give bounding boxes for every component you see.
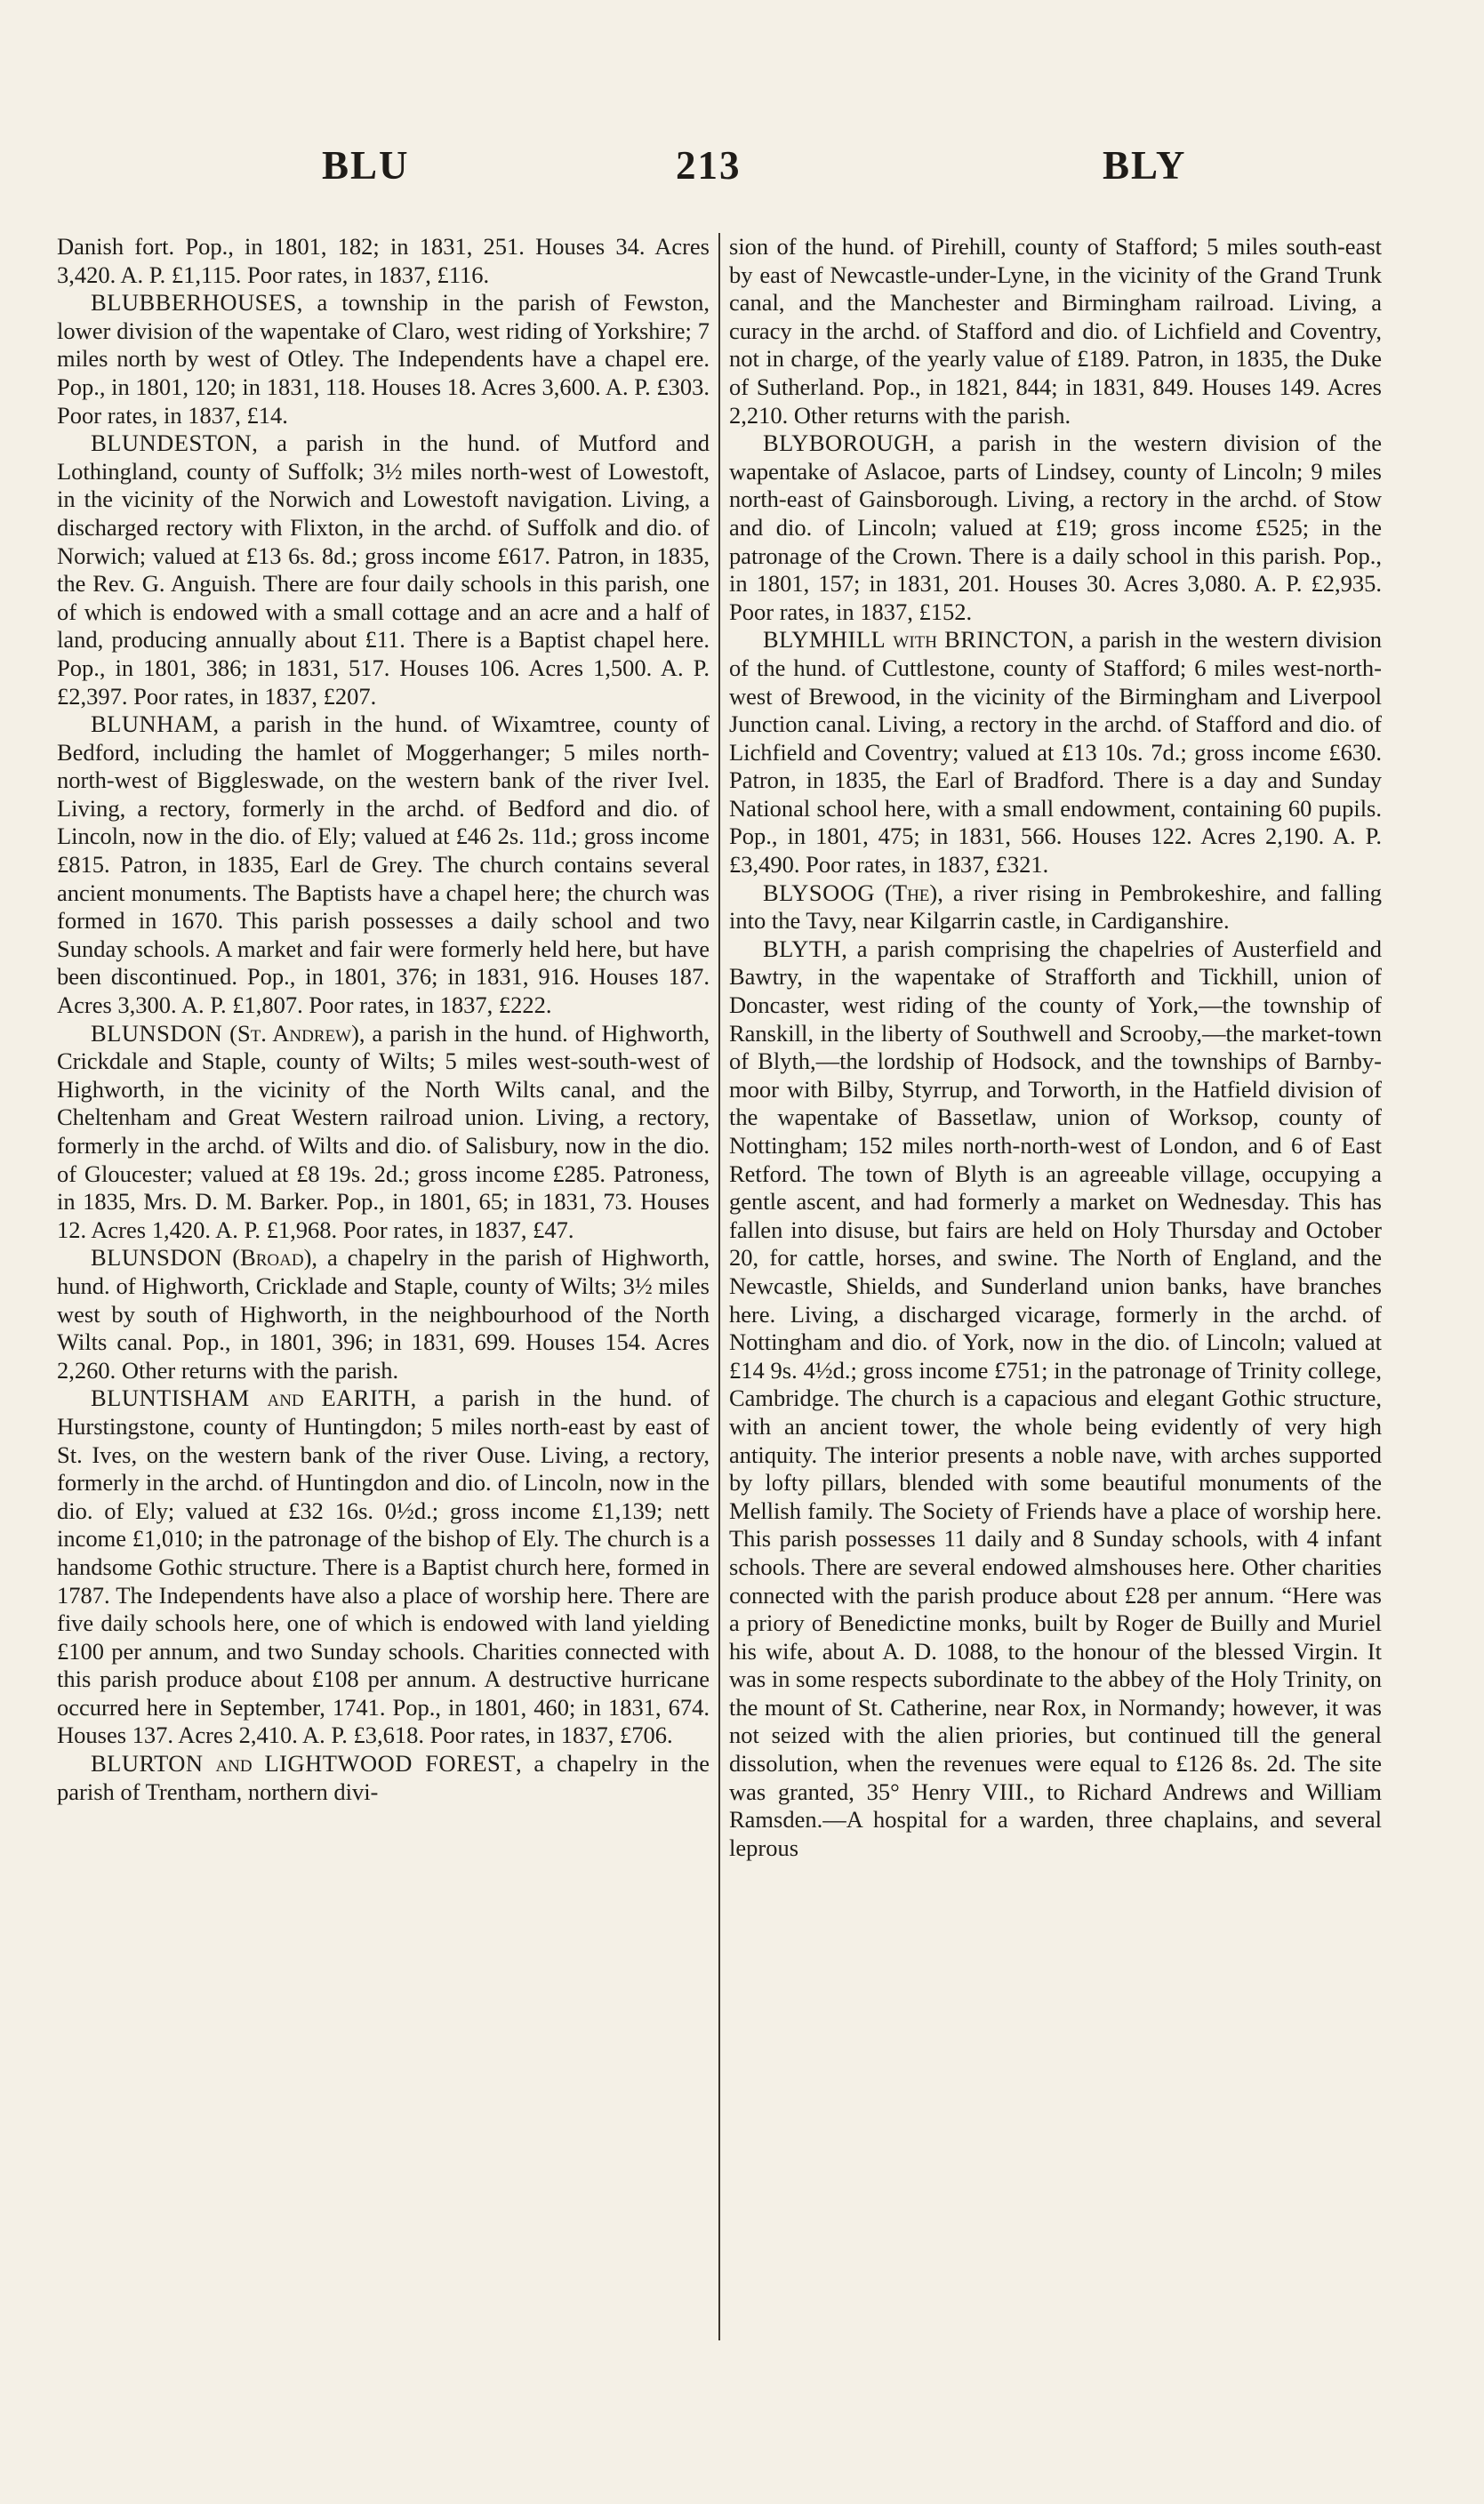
headword: EARITH [321,1384,411,1412]
entry: BLUNDESTON, a parish in the hund. of Mutford and Lothingland, county of Suffolk; 3½ miles north-west of Lowestoft, in the vicinity of the Norwich and Lowestoft navigation. Living, a discharged rectory with Flixton, in the archd. of Suffolk and dio. of Norwich; valued at £13 6s. 8d.; gross income £617. Patron, in 1835, the Rev. G. Anguish. There are four daily schools in this parish, one of which is endowed with a small cottage and an acre and a half of land, producing annually about £11. There is a Baptist chapel here. Pop., in 1801, 386; in 1831, 517. Houses 106. Acres 1,500. A. P. £2,397. Poor rates, in 1837, £207. [57,429,710,710]
headword: BLURTON [91,1750,204,1778]
headword-qualifier: Broad [240,1244,304,1272]
headword: BLYMHILL [763,626,886,654]
page-number: 213 [676,143,742,188]
entry: BLYMHILL with BRINCTON, a parish in the western division of the hund. of Cuttlestone, county of Stafford; 6 miles west-north-west of Brewood, in the vicinity of the Birmingham and Liverpool Junction canal. Living, a rectory in the archd. of Stafford and dio. of Lichfield and Coventry; valued at £13 10s. 7d.; gross income £630. Patron, in 1835, the Earl of Bradford. There is a day and Sunday National school here, with a small endowment, containing 60 pupils. Pop., in 1801, 475; in 1831, 566. Houses 122. Acres 2,190. A. P. £3,490. Poor rates, in 1837, £321. [729,626,1382,879]
headword: BLUNHAM [91,710,213,738]
entry: BLUBBERHOUSES, a township in the parish of Fewston, lower division of the wapentake of Claro, west riding of Yorkshire; 7 miles north by west of Otley. The Independents have a chapel ere. Pop., in 1801, 120; in 1831, 118. Houses 18. Acres 3,600. A. P. £303. Poor rates, in 1837, £14. [57,289,710,429]
headword: LIGHTWOOD FOREST [264,1750,516,1778]
entry: BLYSOOG (The), a river rising in Pembrokeshire, and falling into the Tavy, near Kilgarrin castle, in Cardiganshire. [729,879,1382,935]
entry: sion of the hund. of Pirehill, county of Stafford; 5 miles south-east by east of Newcastle-under-Lyne, in the vicinity of the Grand Trunk canal, and the Manchester and Birmingham railroad. Living, a curacy in the archd. of Stafford and dio. of Lichfield and Coventry, not in charge, of the yearly value of £189. Patron, in 1835, the Duke of Sutherland. Pop., in 1821, 844; in 1831, 849. Houses 149. Acres 2,210. Other returns with the parish. [729,233,1382,429]
headword: BLUNDESTON [91,429,253,457]
headword: BLUNTISHAM [91,1384,250,1412]
header-left-word: BLU [322,143,410,188]
column-rule [718,233,720,2340]
headword: BLYSOOG [763,879,875,906]
headword: BLUNSDON [91,1244,223,1272]
headword: BLUBBERHOUSES [91,289,297,317]
headword: BLUNSDON [91,1019,223,1047]
headword-qualifier: St. Andrew [237,1019,352,1047]
left-column [57,233,710,2340]
entry: BLYBOROUGH, a parish in the western division of the wapentake of Aslacoe, parts of Lindsey, county of Lincoln; 9 miles north-east of Gainsborough. Living, a rectory in the archd. of Stow and dio. of Lincoln; valued at £19; gross income £525; in the patronage of the Crown. There is a daily school in this parish. Pop., in 1801, 157; in 1831, 201. Houses 30. Acres 3,080. A. P. £2,935. Poor rates, in 1837, £152. [729,429,1382,625]
entry: BLYTH, a parish comprising the chapelries of Austerfield and Bawtry, in the wapentake of Strafforth and Tickhill, union of Doncaster, west riding of the county of York,—the township of Ranskill, in the liberty of Southwell and Scrooby,—the market-town of Blyth,—the lordship of Hodsock, and the townships of Barnby-moor with Bilby, Styrrup, and Torworth, in the Hatfield division of the wapentake of Bassetlaw, union of Worksop, county of Nottingham; 152 miles north-north-west of London, and 6 of East Retford. The town of Blyth is an agreeable village, occupying a gentle ascent, and had formerly a market on Wednesday. This has fallen into disuse, but fairs are held on Holy Thursday and October 20, for cattle, horses, and swine. The North of England, and the Newcastle, Shields, and Sunderland union banks, have branches here. Living, a discharged vicarage, formerly in the archd. of Nottingham and dio. of York, now in the dio. of Lincoln; valued at £14 9s. 4½d.; gross income £751; in the patronage of Trinity college, Cambridge. The church is a capacious and elegant Gothic structure, with an ancient tower, the whole being evidently of very high antiquity. The interior presents a noble nave, with arches supported by lofty pillars, blended with some beautiful monuments of the Mellish family. The Society of Friends have a place of worship here. This parish possesses 11 daily and 8 Sunday schools, with 4 infant schools. There are several endowed almshouses here. Other charities connected with the parish produce about £28 per annum. “Here was a priory of Benedictine monks, built by Roger de Builly and Muriel his wife, about A. D. 1088, to the honour of the blessed Virgin. It was in some respects subordinate to the abbey of the Holy Trinity, on the mount of St. Catherine, near Rox, in Normandy; however, it was not seized with the alien priories, but continued till the general dissolution, when the revenues were equal to £126 8s. 2d. The site was granted, 35° Henry VIII., to Richard Andrews and William Ramsden.—A hospital for a warden, three chaplains, and several leprous [729,935,1382,1861]
entry: BLUNSDON (Broad), a chapelry in the parish of Highworth, hund. of Highworth, Cricklade and Staple, county of Wilts; 3½ miles west by south of Highworth, in the neighbourhood of the North Wilts canal. Pop., in 1801, 396; in 1831, 699. Houses 154. Acres 2,260. Other returns with the parish. [57,1244,710,1384]
headword-qualifier: The [892,879,930,906]
entry: BLUNTISHAM and EARITH, a parish in the hund. of Hurstingstone, county of Huntingdon; 5 miles north-east by east of St. Ives, on the western bank of the river Ouse. Living, a rectory, formerly in the archd. of Huntingdon and dio. of Lincoln, now in the dio. of Ely; valued at £32 16s. 0½d.; gross income £1,139; nett income £1,010; in the patronage of the bishop of Ely. The church is a handsome Gothic structure. There is a Baptist church here, formed in 1787. The Independents have also a place of worship here. There are five daily schools here, one of which is endowed with land yielding £100 per annum, and two Sunday schools. Charities connected with this parish produce about £108 per annum. A destructive hurricane occurred here in September, 1741. Pop., in 1801, 460; in 1831, 674. Houses 137. Acres 2,410. A. P. £3,618. Poor rates, in 1837, £706. [57,1384,710,1749]
headword: BLYTH [763,935,842,962]
entry: BLUNSDON (St. Andrew), a parish in the hund. of Highworth, Crickdale and Staple, county of Wilts; 5 miles west-south-west of Highworth, in the vicinity of the North Wilts canal, and the Cheltenham and Great Western railroad union. Living, a rectory, formerly in the archd. of Wilts and dio. of Salisbury, now in the dio. of Gloucester; valued at £8 19s. 2d.; gross income £285. Patroness, in 1835, Mrs. D. M. Barker. Pop., in 1801, 65; in 1831, 73. Houses 12. Acres 1,420. A. P. £1,968. Poor rates, in 1837, £47. [57,1019,710,1243]
entry: BLUNHAM, a parish in the hund. of Wixamtree, county of Bedford, including the hamlet of Moggerhanger; 5 miles north-north-west of Biggleswade, on the western bank of the river Ivel. Living, a rectory, formerly in the archd. of Bedford and dio. of Lincoln, now in the dio. of Ely; valued at £46 2s. 11d.; gross income £815. Patron, in 1835, Earl de Grey. The church contains several ancient monuments. The Baptists have a chapel here; the church was formed in 1670. This parish possesses a daily school and two Sunday schools. A market and fair were formerly held here, but have been discontinued. Pop., in 1801, 376; in 1831, 916. Houses 187. Acres 3,300. A. P. £1,807. Poor rates, in 1837, £222. [57,710,710,1019]
running-head [0,142,1484,196]
right-column [729,233,1382,2340]
entry: BLURTON and LIGHTWOOD FOREST, a chapelry in the parish of Trentham, northern divi- [57,1750,710,1805]
headword: BLYBOROUGH [763,429,929,457]
headword: BRINCTON [944,626,1069,654]
entry: Danish fort. Pop., in 1801, 182; in 1831, 251. Houses 34. Acres 3,420. A. P. £1,115. Poor rates, in 1837, £116. [57,233,710,288]
header-right-word: BLY [1103,143,1187,188]
